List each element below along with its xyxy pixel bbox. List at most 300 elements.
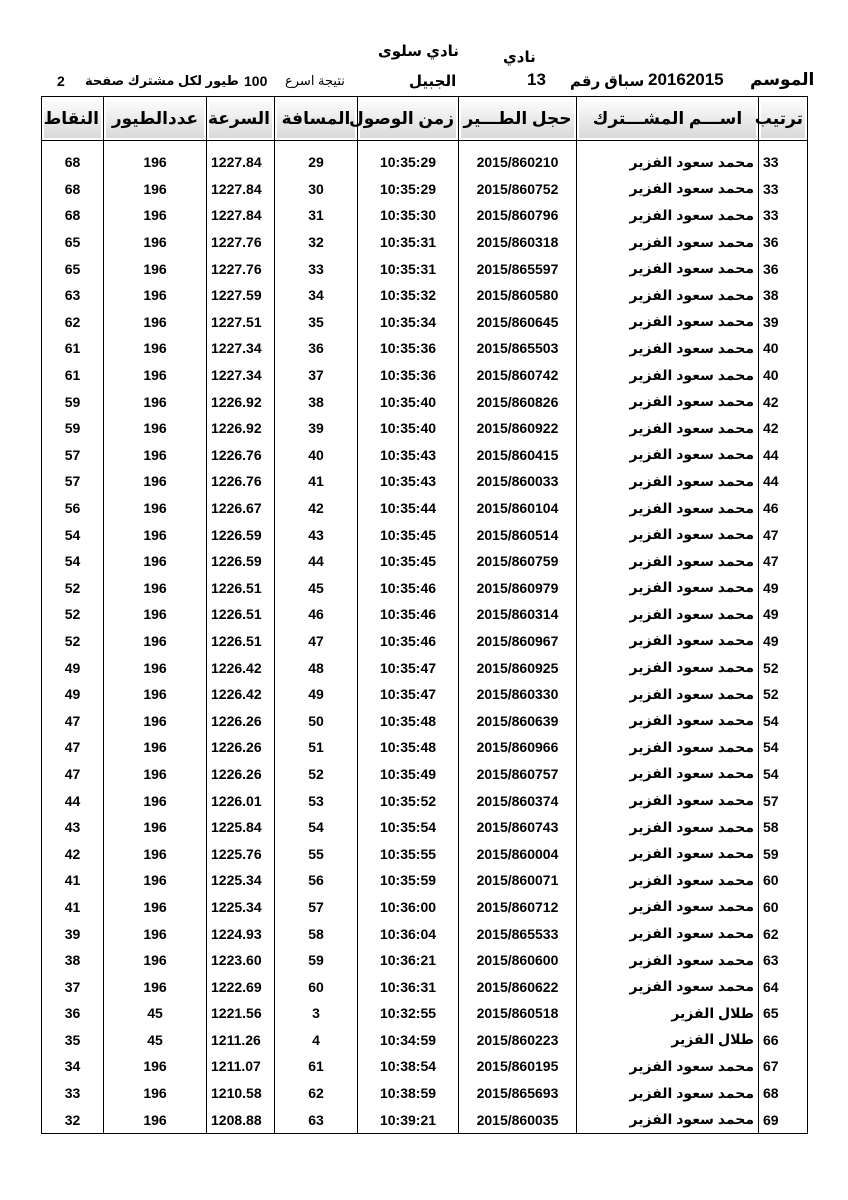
cell-distance: 54 bbox=[275, 814, 358, 841]
cell-birds: 196 bbox=[104, 309, 207, 336]
cell-points: 41 bbox=[42, 894, 104, 921]
cell-ring: 2015/860374 bbox=[459, 787, 577, 814]
cell-ring: 2015/860004 bbox=[459, 840, 577, 867]
cell-arrival-time: 10:35:48 bbox=[358, 734, 459, 761]
cell-participant: محمد سعود الفزير bbox=[577, 1080, 759, 1107]
cell-participant: محمد سعود الفزير bbox=[577, 787, 759, 814]
cell-distance: 58 bbox=[275, 920, 358, 947]
cell-speed: 1225.34 bbox=[207, 894, 275, 921]
cell-participant: محمد سعود الفزير bbox=[577, 814, 759, 841]
cell-rank: 44 bbox=[759, 468, 808, 495]
cell-birds: 196 bbox=[104, 947, 207, 974]
cell-rank: 39 bbox=[759, 309, 808, 336]
cell-ring: 2015/860757 bbox=[459, 761, 577, 788]
cell-rank: 54 bbox=[759, 761, 808, 788]
cell-birds: 196 bbox=[104, 282, 207, 309]
cell-participant: محمد سعود الفزير bbox=[577, 335, 759, 362]
cell-ring: 2015/860966 bbox=[459, 734, 577, 761]
cell-ring: 2015/860318 bbox=[459, 229, 577, 256]
cell-birds: 196 bbox=[104, 920, 207, 947]
table-row bbox=[42, 1080, 808, 1107]
table-row bbox=[42, 149, 808, 176]
table-row bbox=[42, 202, 808, 229]
cell-birds: 196 bbox=[104, 814, 207, 841]
cell-ring: 2015/860967 bbox=[459, 628, 577, 655]
table-row bbox=[42, 681, 808, 708]
cell-ring: 2015/860752 bbox=[459, 176, 577, 203]
cell-participant: محمد سعود الفزير bbox=[577, 707, 759, 734]
cell-ring: 2015/860223 bbox=[459, 1027, 577, 1054]
table-row bbox=[42, 1106, 808, 1133]
cell-arrival-time: 10:35:43 bbox=[358, 442, 459, 469]
cell-rank: 36 bbox=[759, 229, 808, 256]
cell-ring: 2015/860195 bbox=[459, 1053, 577, 1080]
cell-arrival-time: 10:35:59 bbox=[358, 867, 459, 894]
season-value: 20162015 bbox=[648, 70, 724, 89]
cell-participant: محمد سعود الفزير bbox=[577, 894, 759, 921]
cell-rank: 42 bbox=[759, 415, 808, 442]
cell-speed: 1227.84 bbox=[207, 149, 275, 176]
cell-points: 36 bbox=[42, 1000, 104, 1027]
cell-speed: 1211.07 bbox=[207, 1053, 275, 1080]
cell-rank: 60 bbox=[759, 894, 808, 921]
cell-rank: 40 bbox=[759, 362, 808, 389]
cell-speed: 1226.92 bbox=[207, 415, 275, 442]
cell-birds: 196 bbox=[104, 707, 207, 734]
cell-points: 68 bbox=[42, 149, 104, 176]
table-row bbox=[42, 1053, 808, 1080]
cell-arrival-time: 10:35:46 bbox=[358, 601, 459, 628]
cell-speed: 1227.76 bbox=[207, 229, 275, 256]
cell-speed: 1224.93 bbox=[207, 920, 275, 947]
cell-points: 54 bbox=[42, 521, 104, 548]
cell-distance: 49 bbox=[275, 681, 358, 708]
cell-rank: 46 bbox=[759, 495, 808, 522]
cell-distance: 47 bbox=[275, 628, 358, 655]
col-header-rank: ترتيب bbox=[759, 97, 808, 141]
cell-speed: 1211.26 bbox=[207, 1027, 275, 1054]
cell-speed: 1227.51 bbox=[207, 309, 275, 336]
cell-arrival-time: 10:39:21 bbox=[358, 1106, 459, 1133]
cell-birds: 196 bbox=[104, 575, 207, 602]
cell-ring: 2015/860104 bbox=[459, 495, 577, 522]
table-row bbox=[42, 335, 808, 362]
cell-participant: محمد سعود الفزير bbox=[577, 654, 759, 681]
cell-speed: 1226.51 bbox=[207, 628, 275, 655]
col-header-distance: المسافة bbox=[275, 97, 358, 141]
cell-arrival-time: 10:35:30 bbox=[358, 202, 459, 229]
header-gap bbox=[459, 141, 577, 150]
cell-rank: 49 bbox=[759, 628, 808, 655]
cell-points: 34 bbox=[42, 1053, 104, 1080]
cell-distance: 50 bbox=[275, 707, 358, 734]
table-row bbox=[42, 1027, 808, 1054]
cell-participant: محمد سعود الفزير bbox=[577, 973, 759, 1000]
cell-points: 47 bbox=[42, 707, 104, 734]
cell-arrival-time: 10:35:47 bbox=[358, 654, 459, 681]
header-gap bbox=[42, 141, 104, 150]
cell-participant: محمد سعود الفزير bbox=[577, 1053, 759, 1080]
cell-ring: 2015/860580 bbox=[459, 282, 577, 309]
cell-rank: 47 bbox=[759, 548, 808, 575]
cell-distance: 51 bbox=[275, 734, 358, 761]
cell-points: 39 bbox=[42, 920, 104, 947]
table-row bbox=[42, 840, 808, 867]
cell-points: 35 bbox=[42, 1027, 104, 1054]
table-row bbox=[42, 575, 808, 602]
cell-points: 47 bbox=[42, 761, 104, 788]
table-row bbox=[42, 654, 808, 681]
cell-participant: محمد سعود الفزير bbox=[577, 415, 759, 442]
cell-speed: 1225.34 bbox=[207, 867, 275, 894]
results-body bbox=[42, 149, 808, 1133]
cell-birds: 196 bbox=[104, 149, 207, 176]
cell-participant: محمد سعود الفزير bbox=[577, 255, 759, 282]
cell-distance: 29 bbox=[275, 149, 358, 176]
cell-distance: 46 bbox=[275, 601, 358, 628]
cell-points: 59 bbox=[42, 415, 104, 442]
cell-distance: 39 bbox=[275, 415, 358, 442]
cell-speed: 1226.76 bbox=[207, 442, 275, 469]
table-row bbox=[42, 521, 808, 548]
cell-points: 65 bbox=[42, 255, 104, 282]
cell-arrival-time: 10:35:55 bbox=[358, 840, 459, 867]
cell-speed: 1226.76 bbox=[207, 468, 275, 495]
table-row bbox=[42, 814, 808, 841]
cell-arrival-time: 10:38:59 bbox=[358, 1080, 459, 1107]
cell-birds: 196 bbox=[104, 1080, 207, 1107]
cell-points: 57 bbox=[42, 442, 104, 469]
cell-participant: محمد سعود الفزير bbox=[577, 468, 759, 495]
cell-distance: 45 bbox=[275, 575, 358, 602]
cell-speed: 1226.26 bbox=[207, 707, 275, 734]
table-row bbox=[42, 309, 808, 336]
cell-speed: 1226.42 bbox=[207, 654, 275, 681]
cell-speed: 1210.58 bbox=[207, 1080, 275, 1107]
cell-points: 57 bbox=[42, 468, 104, 495]
cell-rank: 54 bbox=[759, 707, 808, 734]
cell-distance: 42 bbox=[275, 495, 358, 522]
cell-distance: 52 bbox=[275, 761, 358, 788]
cell-birds: 196 bbox=[104, 628, 207, 655]
cell-ring: 2015/860314 bbox=[459, 601, 577, 628]
cell-arrival-time: 10:35:40 bbox=[358, 388, 459, 415]
cell-points: 49 bbox=[42, 654, 104, 681]
cell-rank: 49 bbox=[759, 575, 808, 602]
cell-arrival-time: 10:35:48 bbox=[358, 707, 459, 734]
cell-participant: محمد سعود الفزير bbox=[577, 920, 759, 947]
cell-arrival-time: 10:32:55 bbox=[358, 1000, 459, 1027]
cell-rank: 33 bbox=[759, 176, 808, 203]
cell-ring: 2015/860639 bbox=[459, 707, 577, 734]
cell-points: 33 bbox=[42, 1080, 104, 1107]
table-row bbox=[42, 229, 808, 256]
cell-points: 47 bbox=[42, 734, 104, 761]
cell-arrival-time: 10:35:34 bbox=[358, 309, 459, 336]
table-row bbox=[42, 973, 808, 1000]
cell-speed: 1226.26 bbox=[207, 734, 275, 761]
cell-speed: 1227.84 bbox=[207, 176, 275, 203]
table-row bbox=[42, 415, 808, 442]
cell-distance: 55 bbox=[275, 840, 358, 867]
cell-rank: 33 bbox=[759, 202, 808, 229]
table-row bbox=[42, 548, 808, 575]
cell-ring: 2015/860925 bbox=[459, 654, 577, 681]
cell-arrival-time: 10:35:40 bbox=[358, 415, 459, 442]
fastest-label: نتيجة اسرع bbox=[285, 73, 345, 88]
cell-distance: 33 bbox=[275, 255, 358, 282]
cell-distance: 32 bbox=[275, 229, 358, 256]
cell-points: 61 bbox=[42, 362, 104, 389]
cell-speed: 1221.56 bbox=[207, 1000, 275, 1027]
cell-participant: محمد سعود الفزير bbox=[577, 282, 759, 309]
cell-points: 56 bbox=[42, 495, 104, 522]
cell-ring: 2015/860518 bbox=[459, 1000, 577, 1027]
cell-ring: 2015/865533 bbox=[459, 920, 577, 947]
cell-participant: محمد سعود الفزير bbox=[577, 601, 759, 628]
cell-ring: 2015/865597 bbox=[459, 255, 577, 282]
cell-participant: محمد سعود الفزير bbox=[577, 681, 759, 708]
cell-speed: 1225.76 bbox=[207, 840, 275, 867]
cell-participant: محمد سعود الفزير bbox=[577, 575, 759, 602]
cell-points: 43 bbox=[42, 814, 104, 841]
table-row bbox=[42, 442, 808, 469]
header-gap bbox=[358, 141, 459, 150]
table-row bbox=[42, 1000, 808, 1027]
cell-participant: محمد سعود الفزير bbox=[577, 840, 759, 867]
cell-ring: 2015/860796 bbox=[459, 202, 577, 229]
cell-participant: محمد سعود الفزير bbox=[577, 867, 759, 894]
cell-speed: 1227.34 bbox=[207, 335, 275, 362]
cell-distance: 36 bbox=[275, 335, 358, 362]
cell-participant: محمد سعود الفزير bbox=[577, 202, 759, 229]
cell-rank: 59 bbox=[759, 840, 808, 867]
cell-distance: 53 bbox=[275, 787, 358, 814]
cell-participant: محمد سعود الفزير bbox=[577, 149, 759, 176]
table-row bbox=[42, 734, 808, 761]
cell-arrival-time: 10:35:31 bbox=[358, 229, 459, 256]
cell-points: 32 bbox=[42, 1106, 104, 1133]
cell-arrival-time: 10:35:45 bbox=[358, 548, 459, 575]
cell-birds: 196 bbox=[104, 176, 207, 203]
cell-participant: طلال الفزير bbox=[577, 1027, 759, 1054]
cell-speed: 1208.88 bbox=[207, 1106, 275, 1133]
col-header-points: النقاط bbox=[42, 97, 104, 141]
header-gap bbox=[104, 141, 207, 150]
cell-rank: 67 bbox=[759, 1053, 808, 1080]
cell-birds: 196 bbox=[104, 548, 207, 575]
cell-ring: 2015/860210 bbox=[459, 149, 577, 176]
cell-rank: 58 bbox=[759, 814, 808, 841]
cell-ring: 2015/860415 bbox=[459, 442, 577, 469]
cell-arrival-time: 10:36:21 bbox=[358, 947, 459, 974]
cell-ring: 2015/860071 bbox=[459, 867, 577, 894]
cell-points: 62 bbox=[42, 309, 104, 336]
header-gap bbox=[207, 141, 275, 150]
cell-birds: 196 bbox=[104, 388, 207, 415]
cell-arrival-time: 10:35:29 bbox=[358, 149, 459, 176]
table-row bbox=[42, 601, 808, 628]
cell-points: 52 bbox=[42, 628, 104, 655]
cell-speed: 1226.59 bbox=[207, 548, 275, 575]
cell-speed: 1226.59 bbox=[207, 521, 275, 548]
cell-rank: 52 bbox=[759, 654, 808, 681]
table-row bbox=[42, 947, 808, 974]
cell-birds: 196 bbox=[104, 442, 207, 469]
cell-speed: 1226.42 bbox=[207, 681, 275, 708]
cell-ring: 2015/860622 bbox=[459, 973, 577, 1000]
cell-arrival-time: 10:35:36 bbox=[358, 362, 459, 389]
cell-speed: 1227.84 bbox=[207, 202, 275, 229]
cell-speed: 1227.76 bbox=[207, 255, 275, 282]
cell-participant: محمد سعود الفزير bbox=[577, 442, 759, 469]
table-row bbox=[42, 761, 808, 788]
cell-arrival-time: 10:35:29 bbox=[358, 176, 459, 203]
race-label: سباق رقم bbox=[570, 73, 645, 90]
cell-arrival-time: 10:35:45 bbox=[358, 521, 459, 548]
col-header-participant: اســـم المشـــترك bbox=[577, 97, 759, 141]
cell-ring: 2015/860712 bbox=[459, 894, 577, 921]
cell-ring: 2015/860742 bbox=[459, 362, 577, 389]
cell-birds: 196 bbox=[104, 973, 207, 1000]
cell-distance: 35 bbox=[275, 309, 358, 336]
cell-birds: 196 bbox=[104, 787, 207, 814]
cell-arrival-time: 10:35:49 bbox=[358, 761, 459, 788]
header-gap bbox=[577, 141, 759, 150]
cell-arrival-time: 10:35:47 bbox=[358, 681, 459, 708]
cell-rank: 57 bbox=[759, 787, 808, 814]
cell-ring: 2015/860826 bbox=[459, 388, 577, 415]
cell-distance: 30 bbox=[275, 176, 358, 203]
table-row bbox=[42, 176, 808, 203]
cell-ring: 2015/860600 bbox=[459, 947, 577, 974]
cell-ring: 2015/860743 bbox=[459, 814, 577, 841]
race-number: 13 bbox=[527, 70, 546, 89]
season-label: الموسم bbox=[750, 70, 815, 89]
cell-speed: 1226.26 bbox=[207, 761, 275, 788]
race-location: الجبيل bbox=[409, 73, 457, 90]
cell-birds: 45 bbox=[104, 1000, 207, 1027]
header-gap bbox=[275, 141, 358, 150]
cell-points: 41 bbox=[42, 867, 104, 894]
cell-arrival-time: 10:35:43 bbox=[358, 468, 459, 495]
cell-arrival-time: 10:36:04 bbox=[358, 920, 459, 947]
cell-birds: 196 bbox=[104, 415, 207, 442]
table-row bbox=[42, 628, 808, 655]
cell-rank: 54 bbox=[759, 734, 808, 761]
table-row bbox=[42, 255, 808, 282]
cell-participant: محمد سعود الفزير bbox=[577, 761, 759, 788]
cell-rank: 44 bbox=[759, 442, 808, 469]
cell-rank: 33 bbox=[759, 149, 808, 176]
cell-rank: 52 bbox=[759, 681, 808, 708]
cell-birds: 196 bbox=[104, 601, 207, 628]
cell-points: 37 bbox=[42, 973, 104, 1000]
col-header-birds: عددالطيور bbox=[104, 97, 207, 141]
cell-distance: 41 bbox=[275, 468, 358, 495]
cell-points: 65 bbox=[42, 229, 104, 256]
table-row bbox=[42, 388, 808, 415]
cell-distance: 3 bbox=[275, 1000, 358, 1027]
cell-rank: 36 bbox=[759, 255, 808, 282]
page-number: 2 bbox=[57, 73, 65, 89]
table-row bbox=[42, 787, 808, 814]
per-participant-label: طيور لكل مشترك صفحة bbox=[85, 73, 239, 88]
cell-birds: 196 bbox=[104, 761, 207, 788]
cell-points: 38 bbox=[42, 947, 104, 974]
cell-distance: 59 bbox=[275, 947, 358, 974]
col-header-speed: السرعة bbox=[207, 97, 275, 141]
cell-participant: محمد سعود الفزير bbox=[577, 495, 759, 522]
cell-speed: 1226.01 bbox=[207, 787, 275, 814]
cell-ring: 2015/860645 bbox=[459, 309, 577, 336]
cell-distance: 48 bbox=[275, 654, 358, 681]
cell-distance: 62 bbox=[275, 1080, 358, 1107]
cell-distance: 38 bbox=[275, 388, 358, 415]
cell-arrival-time: 10:38:54 bbox=[358, 1053, 459, 1080]
cell-distance: 40 bbox=[275, 442, 358, 469]
cell-points: 52 bbox=[42, 601, 104, 628]
cell-participant: محمد سعود الفزير bbox=[577, 229, 759, 256]
cell-ring: 2015/860514 bbox=[459, 521, 577, 548]
col-header-ring: حجل الطـــير bbox=[459, 97, 577, 141]
cell-rank: 62 bbox=[759, 920, 808, 947]
table-row bbox=[42, 495, 808, 522]
cell-rank: 49 bbox=[759, 601, 808, 628]
fastest-count: 100 bbox=[244, 73, 268, 89]
cell-rank: 68 bbox=[759, 1080, 808, 1107]
cell-birds: 196 bbox=[104, 521, 207, 548]
cell-ring: 2015/865693 bbox=[459, 1080, 577, 1107]
cell-points: 68 bbox=[42, 202, 104, 229]
cell-rank: 65 bbox=[759, 1000, 808, 1027]
cell-rank: 66 bbox=[759, 1027, 808, 1054]
cell-speed: 1227.59 bbox=[207, 282, 275, 309]
cell-points: 52 bbox=[42, 575, 104, 602]
cell-arrival-time: 10:36:31 bbox=[358, 973, 459, 1000]
table-row bbox=[42, 362, 808, 389]
cell-speed: 1222.69 bbox=[207, 973, 275, 1000]
cell-speed: 1225.84 bbox=[207, 814, 275, 841]
cell-speed: 1226.92 bbox=[207, 388, 275, 415]
cell-arrival-time: 10:35:54 bbox=[358, 814, 459, 841]
cell-speed: 1227.34 bbox=[207, 362, 275, 389]
table-row bbox=[42, 468, 808, 495]
cell-points: 49 bbox=[42, 681, 104, 708]
club-name: نادي سلوى bbox=[378, 43, 459, 60]
table-row bbox=[42, 867, 808, 894]
cell-arrival-time: 10:34:59 bbox=[358, 1027, 459, 1054]
cell-birds: 196 bbox=[104, 255, 207, 282]
cell-rank: 69 bbox=[759, 1106, 808, 1133]
cell-participant: محمد سعود الفزير bbox=[577, 521, 759, 548]
cell-participant: محمد سعود الفزير bbox=[577, 628, 759, 655]
cell-participant: محمد سعود الفزير bbox=[577, 309, 759, 336]
club-label: نادي bbox=[503, 49, 536, 66]
cell-distance: 43 bbox=[275, 521, 358, 548]
cell-speed: 1226.51 bbox=[207, 575, 275, 602]
cell-arrival-time: 10:35:46 bbox=[358, 575, 459, 602]
cell-birds: 196 bbox=[104, 1106, 207, 1133]
cell-distance: 34 bbox=[275, 282, 358, 309]
cell-ring: 2015/860922 bbox=[459, 415, 577, 442]
cell-distance: 31 bbox=[275, 202, 358, 229]
cell-ring: 2015/865503 bbox=[459, 335, 577, 362]
cell-arrival-time: 10:36:00 bbox=[358, 894, 459, 921]
cell-birds: 45 bbox=[104, 1027, 207, 1054]
cell-rank: 63 bbox=[759, 947, 808, 974]
table-row bbox=[42, 894, 808, 921]
